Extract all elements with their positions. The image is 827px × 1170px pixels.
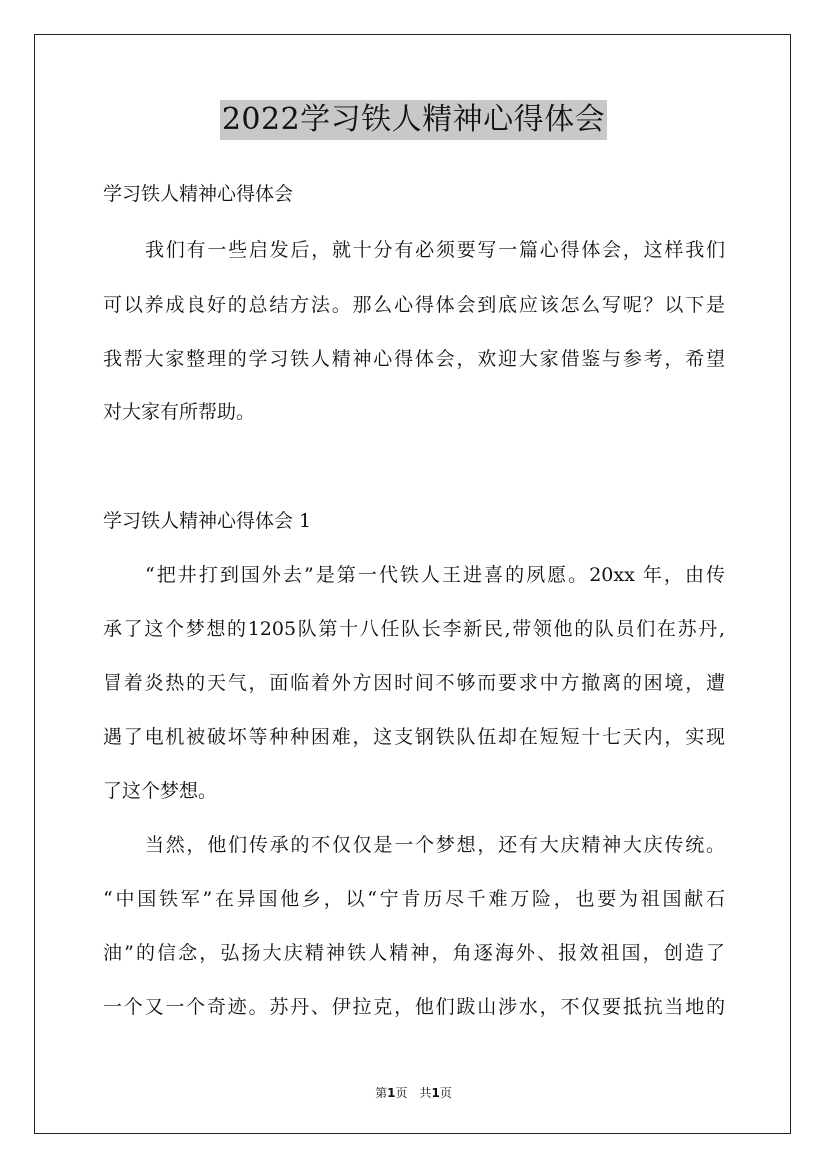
paragraph-line: 油”的信念，弘扬大庆精神铁人精神，角逐海外、报效祖国，创造了 bbox=[103, 942, 725, 964]
page-number-mid: 页 共 bbox=[395, 1086, 432, 1100]
document-subtitle: 学习铁人精神心得体会 bbox=[103, 183, 294, 205]
paragraph-line: 我帮大家整理的学习铁人精神心得体会，欢迎大家借鉴与参考，希望 bbox=[103, 348, 725, 370]
paragraph-line: 可以养成良好的总结方法。那么心得体会到底应该怎么写呢？以下是 bbox=[103, 294, 725, 316]
page-footer bbox=[0, 1085, 827, 1101]
paragraph-line: 遇了电机被破坏等种种困难，这支钢铁队伍却在短短十七天内，实现 bbox=[103, 726, 725, 748]
paragraph-line: 对大家有所帮助。 bbox=[103, 401, 256, 423]
paragraph-line: 了这个梦想。 bbox=[103, 780, 218, 802]
paragraph-line: 我们有一些启发后，就十分有必须要写一篇心得体会，这样我们 bbox=[145, 239, 725, 261]
paragraph-line: 当然，他们传承的不仅仅是一个梦想，还有大庆精神大庆传统。 bbox=[145, 834, 725, 856]
total-page-number: 1 bbox=[431, 1086, 440, 1100]
page-number-prefix: 第 bbox=[375, 1086, 388, 1100]
title-container bbox=[0, 100, 827, 140]
section-heading: 学习铁人精神心得体会 1 bbox=[103, 510, 312, 532]
paragraph-line: 冒着炎热的天气，面临着外方因时间不够而要求中方撤离的困境，遭 bbox=[103, 672, 725, 694]
paragraph-line: 承了这个梦想的1205队第十八任队长李新民,带领他的队员们在苏丹, bbox=[103, 618, 725, 640]
document-title: 2022学习铁人精神心得体会 bbox=[220, 100, 607, 140]
paragraph-line: 一个又一个奇迹。苏丹、伊拉克，他们跋山涉水，不仅要抵抗当地的 bbox=[103, 996, 725, 1018]
page-number-suffix: 页 bbox=[439, 1086, 452, 1100]
paragraph-line: “中国铁军”在异国他乡，以“宁肯历尽千难万险，也要为祖国献石 bbox=[103, 888, 725, 910]
current-page-number: 1 bbox=[387, 1086, 396, 1100]
paragraph-line: “把井打到国外去”是第一代铁人王进喜的夙愿。20xx 年，由传 bbox=[145, 564, 725, 586]
